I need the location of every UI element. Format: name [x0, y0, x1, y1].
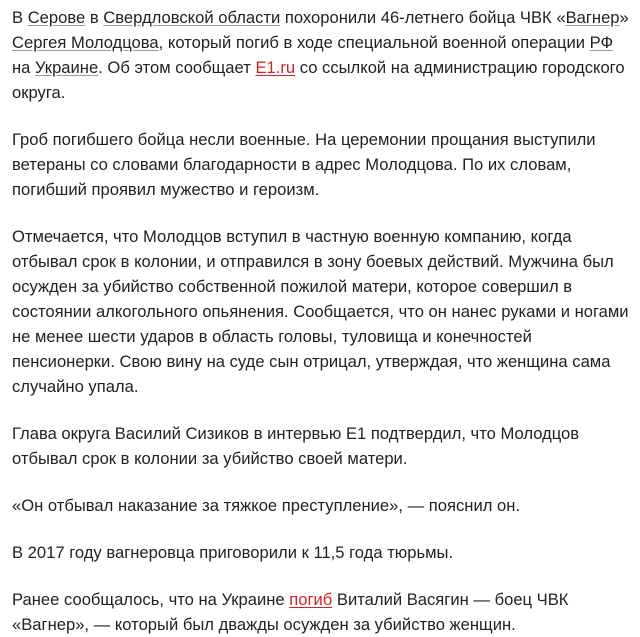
paragraph-2: Гроб погибшего бойца несли военные. На церемонии прощания выступили ветераны со словами благодарности в адрес Молодцова. По их словам, погибший проявил мужество и героизм.	[12, 130, 596, 199]
link-ukraine[interactable]: Украине	[35, 58, 99, 77]
paragraph-6: В 2017 году вагнеровца приговорили к 11,5 года тюрьмы.	[12, 543, 454, 562]
text-fragment: со ссылкой на администрацию городского округа.	[12, 58, 625, 102]
link-molodtsov[interactable]: Сергея Молодцова	[12, 33, 159, 52]
article-body	[0, 5, 640, 637]
text-fragment: похоронили 46-летнего бойца ЧВК «	[280, 8, 566, 27]
link-died[interactable]: погиб	[289, 590, 333, 609]
link-e1-source[interactable]: E1.ru	[255, 58, 296, 77]
text-fragment: Виталий Васягин — боец ЧВК «Вагнер», — который был дважды осужден за убийство женщин.	[12, 590, 569, 634]
text-fragment: , который погиб в ходе специальной военной операции	[158, 33, 590, 52]
text-fragment: В	[12, 8, 28, 27]
paragraph-4: Глава округа Василий Сизиков в интервью E1 подтвердил, что Молодцов отбывал срок в колонии за убийство своей матери.	[12, 424, 580, 468]
text-fragment: в	[85, 8, 104, 27]
paragraph-3: Отмечается, что Молодцов вступил в частную военную компанию, когда отбывал срок в колонии, и отправился в зону боевых действий. Мужчина был осужден за убийство собственной пожилой матери, которое совершил в состоянии алкогольного опьянения. Сообщается, что он нанес руками и ногами не менее шести ударов в область головы, туловища и конечностей пенсионерки. Свою вину на суде сын отрицал, утверждая, что женщина сама случайно упала.	[12, 227, 629, 396]
link-serov[interactable]: Серове	[27, 8, 86, 27]
text-fragment: »	[619, 8, 629, 27]
link-sverdlovsk-oblast[interactable]: Свердловской области	[103, 8, 281, 27]
text-fragment: . Об этом сообщает	[98, 58, 256, 77]
link-wagner[interactable]: Вагнер	[565, 8, 620, 27]
paragraph-1	[12, 5, 630, 105]
paragraph-5-quote: «Он отбывал наказание за тяжкое преступление», — пояснил он.	[12, 496, 521, 515]
text-fragment: Ранее сообщалось, что на Украине	[12, 590, 290, 609]
link-rf[interactable]: РФ	[589, 33, 614, 52]
text-fragment: на	[12, 58, 36, 77]
